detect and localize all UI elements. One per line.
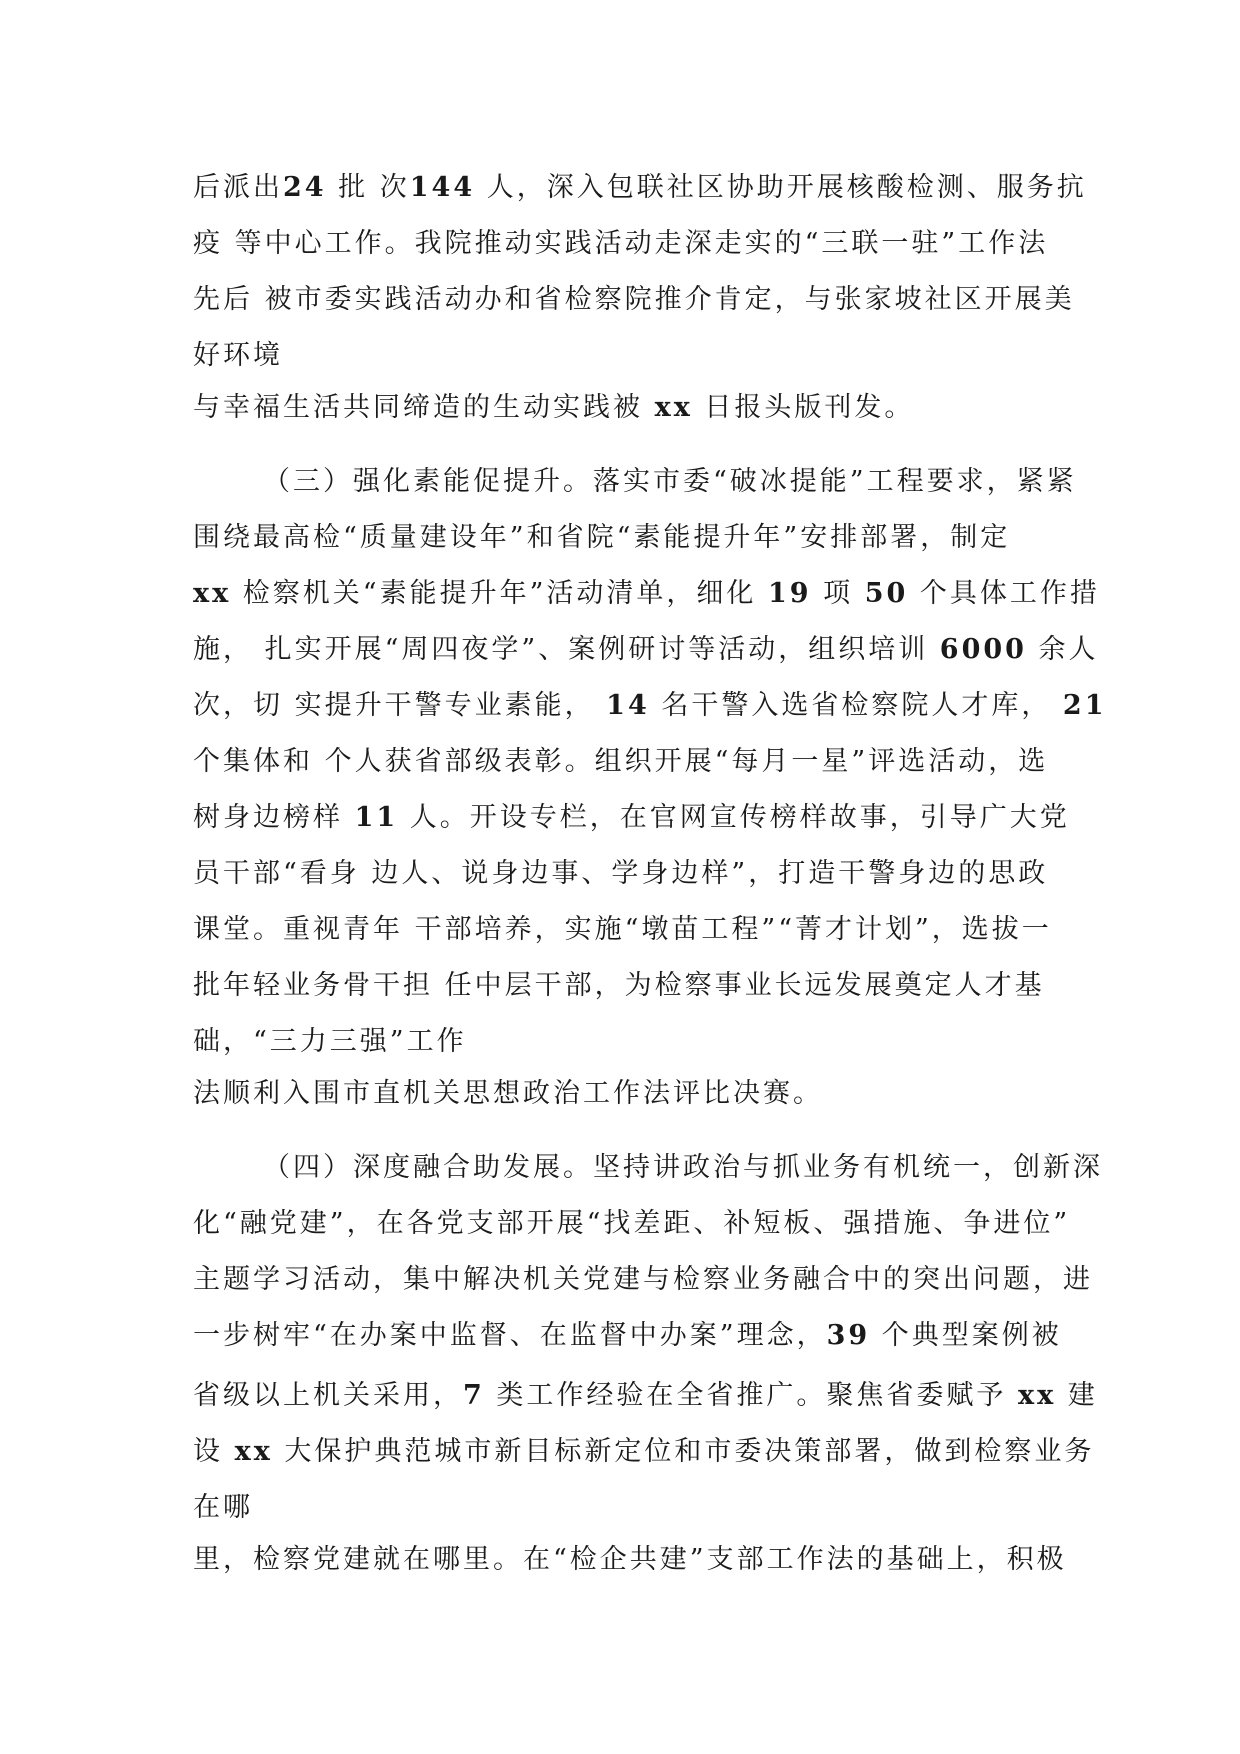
text-line-4: 好环境 [193,340,283,371]
text-line-21: 一步树牢“在办案中监督、在监督中办案”理念，39 个典型案例被 [193,1320,1062,1351]
text-line-20: 主题学习活动，集中解决机关党建与检察业务融合中的突出问题，进 [193,1264,1093,1295]
text-line-8: xx 检察机关“素能提升年”活动清单，细化 19 项 50 个具体工作措 [193,578,1100,609]
text-line-12: 树身边榜样 11 人。开设专栏，在官网宣传榜样故事，引导广大党 [193,802,1070,833]
text-line-11: 个集体和 个人获省部级表彰。组织开展“每月一星”评选活动，选 [193,746,1049,777]
text-line-25: 里，检察党建就在哪里。在“检企共建”支部工作法的基础上，积极 [193,1544,1067,1575]
text-line-22: 省级以上机关采用，7 类工作经验在全省推广。聚焦省委赋予 xx 建 [193,1380,1098,1411]
text-line-6: （三）强化素能促提升。落实市委“破冰提能”工程要求，紧紧 [263,466,1077,497]
text-line-5: 与幸福生活共同缔造的生动实践被 xx 日报头版刊发。 [193,392,915,423]
text-line-13: 员干部“看身 边人、说身边事、学身边样”，打造干警身边的思政 [193,858,1049,889]
text-line-7: 围绕最高检“质量建设年”和省院“素能提升年”安排部署，制定 [193,522,1011,553]
text-line-16: 础，“三力三强”工作 [193,1026,467,1057]
text-line-1: 后派出24 批 次144 人，深入包联社区协助开展核酸检测、服务抗 [193,172,1087,203]
text-line-10: 次，切 实提升干警专业素能， 14 名干警入选省检察院人才库， 21 [193,690,1107,721]
text-line-18: （四）深度融合助发展。坚持讲政治与抓业务有机统一，创新深 [263,1152,1103,1183]
text-line-17: 法顺利入围市直机关思想政治工作法评比决赛。 [193,1078,823,1109]
text-line-9: 施， 扎实开展“周四夜学”、案例研讨等活动，组织培训 6000 余人 [193,634,1099,665]
text-line-15: 批年轻业务骨干担 任中层干部，为检察事业长远发展奠定人才基 [193,970,1045,1001]
text-line-23: 设 xx 大保护典范城市新目标新定位和市委决策部署，做到检察业务 [193,1436,1095,1467]
text-line-2: 疫 等中心工作。我院推动实践活动走深走实的“三联一驻”工作法 [193,228,1049,259]
text-line-24: 在哪 [193,1492,253,1523]
text-line-14: 课堂。重视青年 干部培养，实施“墩苗工程”“菁才计划”，选拔一 [193,914,1052,945]
text-line-19: 化“融党建”，在各党支部开展“找差距、补短板、强措施、争进位” [193,1208,1071,1239]
text-line-3: 先后 被市委实践活动办和省检察院推介肯定，与张家坡社区开展美 [193,284,1075,315]
